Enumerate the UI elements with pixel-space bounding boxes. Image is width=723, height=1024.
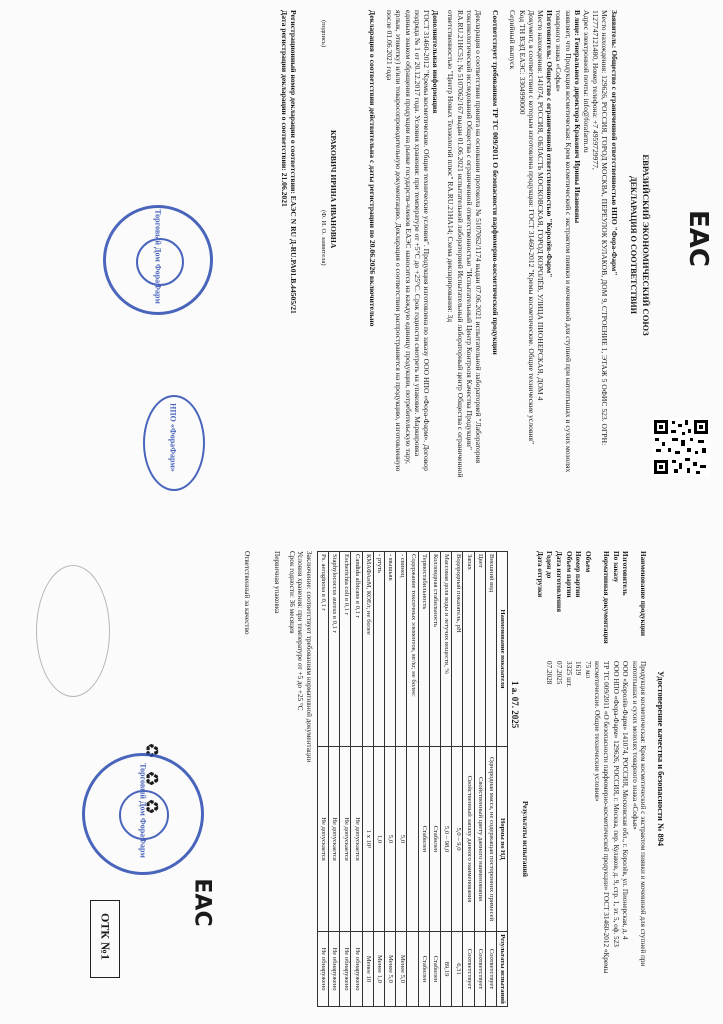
- cert-info-value: 75 мл: [583, 661, 592, 679]
- cert-info-row: [554, 551, 563, 1011]
- signature-caption: (подпись): [319, 20, 327, 47]
- table-cell: - ртуть: [373, 552, 384, 747]
- cert-info-row: [574, 551, 583, 1011]
- document-line: Документ, в соответствии с которым изготовлена продукция: ГОСТ 31460-2012 "Кремы косметические. Общие технические условия": [526, 10, 536, 445]
- extra-block: ГОСТ 31460-2012 "Кремы косметические. Общие технические условия". Продукция изготовлена по заказу ООО НПО «Фора-Фарм». Договор подряда № 1 от 20.12.2017 года. Условия хранения: при температуре от +5°С до +25°С. Срок годности смотреть на упаковке. Маркировка единым знаком обращения продукции на рынке государств-членов ЕАЭС наносится на каждую единицу продукции, потребительскую тару, ярлык, этикетку) и/или товаросопроводительную документацию. Декларация о соответствии распространяется на продукцию, изготовленную после 01.06.2021 года: [385, 10, 431, 472]
- certificate-title: Удостоверение качества и безопасности № 894: [656, 671, 665, 847]
- cert-info-value: 3325 шт.: [564, 661, 573, 688]
- accepted-block: Декларация о соответствии принята на основании протокола № 5107062/1174 выдан 07.06.2021 испытательной лабораторией "Лаборатория токсикологический исследований Общества с ограниченной ответственностью "Испытательный Центр Контроля Качества Продукции" RA.RU.21HC51; № 5107062/167 выдан 01.06.2021 испытательной лабораторией Испытательный лабораторный центр Общества с ограниченной ответственностью "Центр Новых Технологий плюс" RA.RU.21НА14; Схема декларирования: 3д: [446, 10, 483, 478]
- cert-info-value: Продукция косметическая: Крем косметический с экстрактом пиявки и мочевиной для ступней при натоптышах и сухих мозолях товарного знака «Софья»: [630, 661, 648, 967]
- table-cell: Не обнаружено: [340, 932, 351, 1007]
- cert-info-value: 07.2025: [555, 661, 564, 685]
- recycle-icon: ♻: [141, 770, 162, 787]
- table-cell: Менее 10: [362, 932, 373, 1007]
- cert-info-value: ООО НПО «Фора-Фарм» 129626, РОССИЯ, г. Москва, пер. Кулаков, д. 9, стр. 1, эт. 5, оф. 523: [611, 661, 620, 947]
- table-cell: Escherichia coli в 0,1 г: [340, 552, 351, 747]
- serial-line: Серийный выпуск: [508, 10, 518, 70]
- table-cell: 5,0: [396, 747, 407, 932]
- storage-line: Условия хранения: при температуре от +5 до +25 °С: [296, 551, 305, 711]
- table-cell: Свойственный запаху данного наименования: [463, 747, 474, 932]
- table-row: [485, 552, 496, 1007]
- table-cell: Стабилен: [429, 747, 440, 932]
- col-results: Результаты испытаний: [496, 932, 507, 1007]
- table-cell: Менее 1,0: [373, 932, 384, 1007]
- responsible-line: Ответственный за качество: [242, 551, 251, 635]
- manufacturer-address: Место нахождения: 141074, РОССИЯ, ОБЛАСТЬ МОСКОВСКАЯ, ГОРОД КОРОЛЁВ, УЛИЦА ПИОНЕРСКАЯ, ДОМ 4: [535, 10, 545, 401]
- cert-info-row: [621, 551, 630, 1011]
- table-cell: Массовая доля воды и летучих веществ, %: [440, 552, 451, 747]
- table-cell: 6,31: [452, 932, 463, 1007]
- table-cell: Коллоидная стабильность: [429, 552, 440, 747]
- cert-info-value: ООО «Королёв-Фарм» 141074, РОССИЯ, Московская обл., г. Королёв, ул. Пионерская, д. 4: [621, 661, 630, 940]
- cert-eac-logo: EAC: [189, 878, 215, 927]
- table-row: [385, 552, 396, 1007]
- cert-info-label: Нормативная документация: [602, 551, 611, 644]
- cert-info-row: [593, 551, 610, 1011]
- table-cell: Внешний вид: [485, 552, 496, 747]
- person-line: В лице: Генерального директора Кракович Ирины Ивановны: [572, 10, 582, 224]
- table-row: [474, 552, 485, 1007]
- table-cell: Запах: [463, 552, 474, 747]
- table-cell: Не допускается: [340, 747, 351, 932]
- applicant-address: Место нахождения: 129626, РОССИЯ, ГОРОД МОСКВА, ПЕРЕУЛОК КУЛАКОВ, ДОМ 9, СТРОЕНИЕ 1, ЭТАЖ 5 ОФИС 523. ОГРН: 1127747121480, Номер телефона: +7 4959729977,: [591, 10, 610, 446]
- table-cell: Менее 5,0: [385, 932, 396, 1007]
- cert-info-row: [564, 551, 573, 1011]
- cert-info-label: Годен до: [545, 551, 554, 579]
- table-cell: Не обнаружено: [317, 932, 328, 1007]
- table-row: [362, 552, 373, 1007]
- table-cell: - свинец: [396, 552, 407, 747]
- col-norms: Нормы по НД: [496, 747, 507, 932]
- declares-line: заявляет, что Продукция косметическая: Крем косметический с экстрактом пиявки и мочевиной для ступней при натоптышах и сухих мозолях товарного знака «Софья»: [554, 10, 573, 473]
- cert-info-label: Изготовитель: [621, 551, 630, 596]
- table-row: [340, 552, 351, 1007]
- table-cell: 5,0 – 98,0: [440, 747, 451, 932]
- cert-info-label: Дата отгрузки: [535, 551, 544, 598]
- table-cell: Не допускается: [329, 747, 340, 932]
- table-cell: КМАФАнМ, КОЕ/г, не более: [362, 552, 373, 747]
- declaration-title: ДЕКЛАРАЦИЯ О СООТВЕТСТВИИ: [628, 175, 638, 315]
- certificate-rotated: [144, 551, 664, 1011]
- registration-date: Дата регистрации декларации о соответствии: 21.06.2021: [279, 10, 289, 207]
- table-row: [418, 552, 429, 1007]
- registration-number: Регистрационный номер декларации о соответствии: ЕАЭС N RU Д-RU.РА01.В.44505/21: [288, 10, 298, 314]
- cert-info-row: [535, 551, 544, 1011]
- table-cell: Соответствует: [485, 932, 496, 1007]
- table-cell: 89,19: [440, 932, 451, 1007]
- cert-info-row: [583, 551, 592, 1011]
- otk-stamp: ОТК №1: [90, 900, 120, 978]
- table-cell: - мышьяк: [385, 552, 396, 747]
- fio-caption: (Ф. И. О. заявителя): [319, 210, 327, 266]
- table-cell: Стабилен: [429, 932, 440, 1007]
- cert-info-value: 07.2028: [545, 661, 554, 685]
- table-cell: Соответствует: [474, 932, 485, 1007]
- extra-title: Дополнительная информация: [431, 10, 441, 114]
- table-cell: 5,0 – 9,0: [452, 747, 463, 932]
- table-cell: Staphylococcus aureus в 0,1 г: [329, 552, 340, 747]
- npo-stamp: НПО «ФораФарм»: [143, 395, 205, 491]
- table-cell: 1,0: [373, 747, 384, 932]
- cert-info-label: Объем партии: [564, 551, 573, 598]
- results-table: [317, 551, 508, 1007]
- table-cell: Candida albicans в 0,1 г: [351, 552, 362, 747]
- cert-info-row: [545, 551, 554, 1011]
- declaration-header: ЕВРАЗИЙСКИЙ ЭКОНОМИЧЕСКИЙ СОЮЗ: [641, 154, 651, 336]
- table-cell: Содержание токсичных элементов, мг/кг, не более:: [407, 552, 418, 747]
- declaration-section: [0, 0, 723, 490]
- faint-stamp: [36, 565, 110, 697]
- table-cell: Стабилен: [418, 932, 429, 1007]
- table-cell: 1 x 10³: [362, 747, 373, 932]
- table-row: [373, 552, 384, 1007]
- cert-info-value: 1619: [574, 661, 583, 676]
- table-row: [463, 552, 474, 1007]
- cert-info-label: Дата изготовления: [555, 551, 564, 613]
- cert-info-label: Наименование продукции: [639, 551, 648, 637]
- table-cell: Не допускается: [351, 747, 362, 932]
- company-stamp: Торговый Дом ФораФарм: [103, 205, 213, 315]
- validity-line: Декларация о соответствии действительна с даты регистрации по 20.06.2026 включительно: [367, 10, 377, 327]
- conclusion-line: Заключение: соответствует требованиям нормативной документации: [304, 551, 313, 763]
- certificate-section: [0, 545, 723, 1024]
- table-cell: 5,0: [385, 747, 396, 932]
- qr-code: [652, 418, 710, 476]
- table-cell: Соответствует: [463, 932, 474, 1007]
- eac-logo: EAC: [683, 210, 713, 267]
- signer-name: КРАКОВИЧ ИРИНА ИВАНОВНА: [328, 130, 338, 249]
- results-title: Результаты испытаний: [521, 801, 530, 877]
- cert-info-value: [535, 661, 544, 1001]
- manufacturer-line: Изготовитель: Общество с ограниченной ответственностью "Королёв-Фарм": [545, 10, 555, 278]
- cert-info-label: По заказу: [611, 551, 620, 583]
- table-row: [429, 552, 440, 1007]
- shelf-line: Срок годности: 36 месяцев: [287, 551, 296, 634]
- table-row: [440, 552, 451, 1007]
- table-cell: [407, 932, 418, 1007]
- applicant-line: Заявитель: Общество с ограниченной ответственностью НПО "Фора-Фарм": [609, 10, 619, 276]
- table-cell: Термостабильность: [418, 552, 429, 747]
- col-indicator: Наименование показателя: [496, 552, 507, 747]
- conforms-line: Соответствует требованиям ТР ТС 009/2011 О безопасности парфюмерно-косметической продукции: [491, 10, 501, 355]
- cert-info-label: Объем: [583, 551, 592, 573]
- table-cell: Менее 5,0: [396, 932, 407, 1007]
- cert-info-row: [630, 551, 647, 1011]
- table-cell: Цвет: [474, 552, 485, 747]
- applicant-email: Адрес электронной почты: info@forafarm.ru: [581, 10, 591, 153]
- cert-info-row: [611, 551, 620, 1011]
- table-cell: Однородная масса, не содержащая посторонних примесей: [485, 747, 496, 932]
- table-cell: Ps. aeruginosa в 0,1 г: [317, 552, 328, 747]
- table-cell: Водородный показатель, pH: [452, 552, 463, 747]
- table-cell: Не обнаружено: [329, 932, 340, 1007]
- table-cell: Не обнаружено: [351, 932, 362, 1007]
- packaging-line: Первичная упаковка: [273, 551, 282, 614]
- cert-info-label: Номер партии: [574, 551, 583, 598]
- table-cell: [407, 747, 418, 932]
- certificate-date: 1 а. 07. 2025: [509, 681, 520, 729]
- table-row: [329, 552, 340, 1007]
- cert-company-stamp: Торговый Дом ФораФарм: [82, 753, 204, 875]
- recycle-icon: ♻: [141, 798, 162, 815]
- table-cell: Стабилен: [418, 747, 429, 932]
- table-row: [351, 552, 362, 1007]
- tnved-line: Код ТН ВЭД ЕАЭС: 3304990000: [517, 10, 527, 115]
- recycle-icon: ♻: [141, 742, 162, 759]
- table-row: [407, 552, 418, 1007]
- table-row: [317, 552, 328, 1007]
- table-cell: Не допускается: [317, 747, 328, 932]
- table-row: [452, 552, 463, 1007]
- cert-info-value: ТР ТС 009/2011 «О безопасности парфюмерно-косметической продукции» ГОСТ 31460-2012 «Кремы косметические. Общие технические условия»: [593, 661, 611, 974]
- table-cell: Свойственный цвету данного наименования: [474, 747, 485, 932]
- table-row: [396, 552, 407, 1007]
